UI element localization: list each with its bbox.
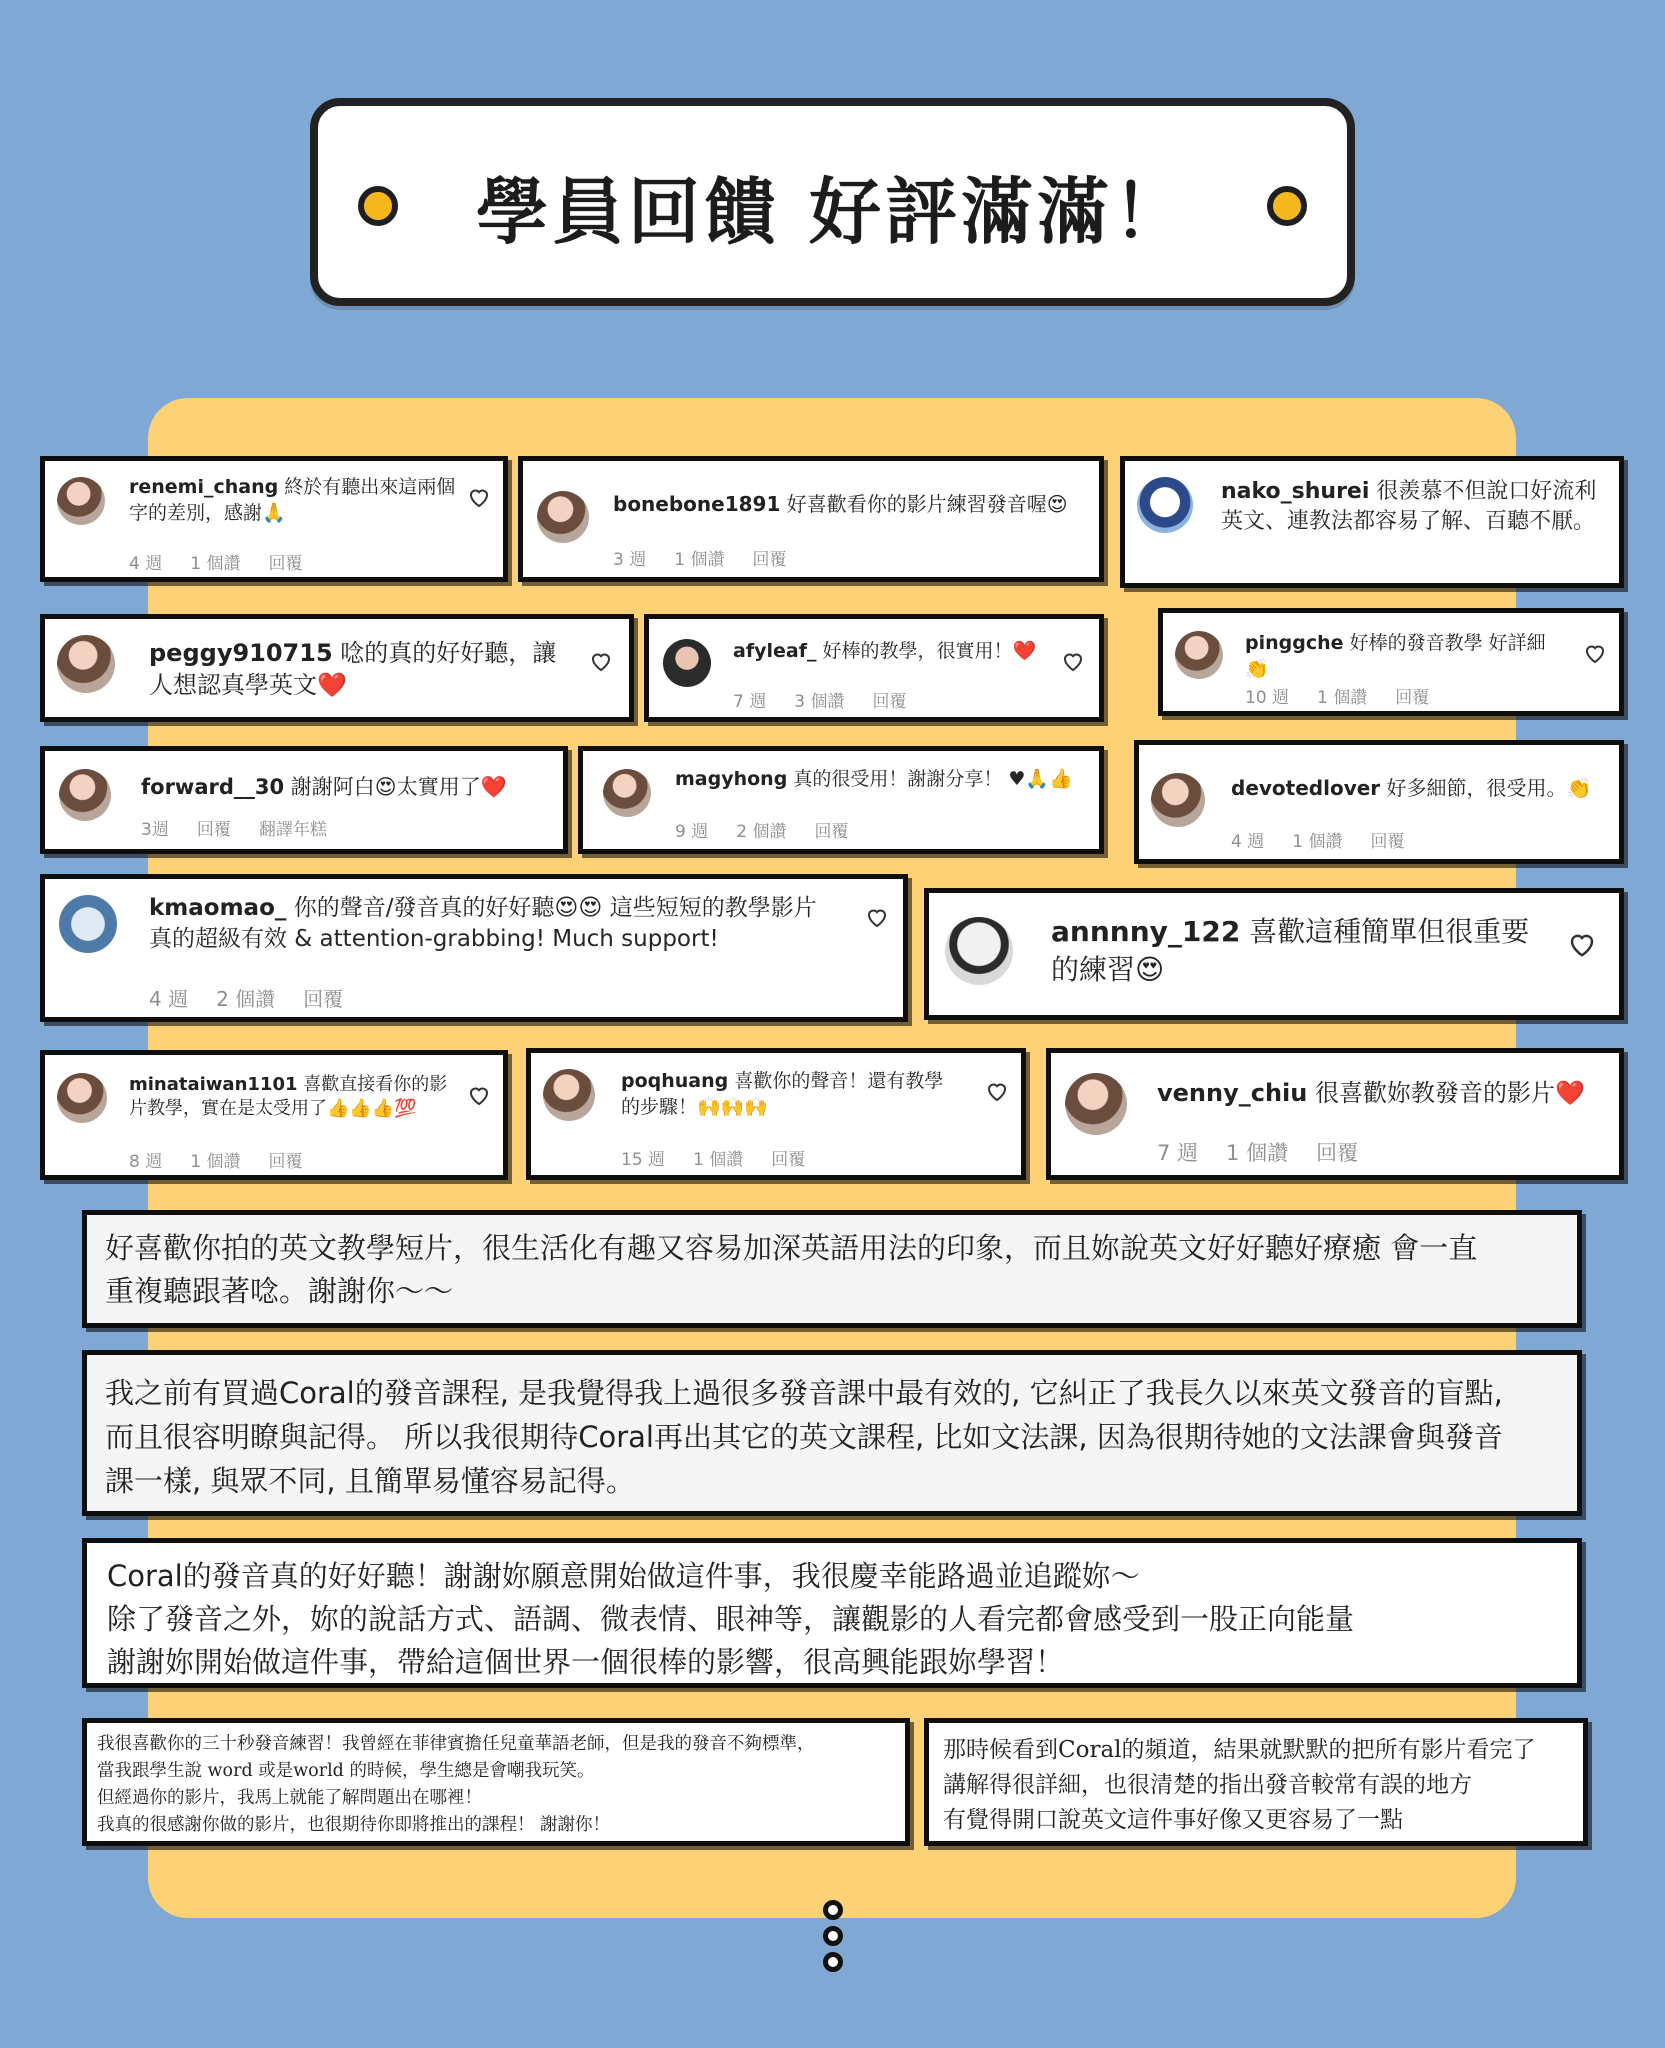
more-dots-icon[interactable] [818, 1900, 848, 1972]
comment-likes[interactable]: 1 個讚 [1292, 832, 1343, 852]
heart-icon[interactable] [865, 905, 889, 929]
reply-button[interactable]: 回覆 [196, 820, 231, 840]
feedback-card [82, 1210, 1582, 1328]
heart-icon[interactable] [1567, 929, 1597, 959]
feedback-line: 重複聽跟著唸。謝謝你～～ [105, 1274, 454, 1308]
heart-icon[interactable] [467, 1083, 491, 1107]
comment-username[interactable]: nako_shurei [1221, 479, 1370, 504]
feedback-line: 課一樣, 與眾不同, 且簡單易懂容易記得。 [105, 1464, 635, 1498]
comment-time: 4 週 [129, 554, 163, 574]
comment-card [1046, 1048, 1624, 1180]
comment-card [40, 456, 508, 582]
feedback-line: 我真的很感謝你做的影片，也很期待你即將推出的課程！ 謝謝你！ [97, 1815, 611, 1835]
comment-card [578, 746, 1104, 854]
reply-button[interactable]: 回覆 [1395, 688, 1430, 708]
comment-card [518, 456, 1104, 582]
page-title: 學員回饋 好評滿滿！ [475, 170, 1190, 254]
avatar [59, 895, 117, 953]
comment-likes[interactable]: 3 個讚 [794, 692, 845, 712]
heart-icon[interactable] [467, 485, 491, 509]
comment-card [40, 614, 634, 722]
comment-likes[interactable]: 1 個讚 [190, 554, 241, 574]
comment-time: 3 週 [613, 550, 647, 570]
comment-time: 7 週 [733, 692, 767, 712]
feedback-line: 除了發音之外，妳的說話方式、語調、微表情、眼神等，讓觀影的人看完都會感受到一股正向能量 [107, 1602, 1355, 1636]
comment-text: 很羨慕不但說口好流利英文、連教法都容易了解、百聽不厭。 [1221, 479, 1597, 534]
comment-text: 喜歡這種簡單但很重要的練習😍 [1051, 915, 1530, 986]
feedback-line: 我之前有買過Coral的發音課程, 是我覺得我上過很多發音課中最有效的, 它糾正了我長久以來英文發音的盲點, [105, 1376, 1503, 1410]
avatar [57, 1073, 107, 1123]
comment-username[interactable]: annnny_122 [1051, 915, 1241, 948]
heart-icon[interactable] [1061, 649, 1085, 673]
reply-button[interactable]: 回覆 [268, 554, 303, 574]
comment-likes[interactable]: 1 個讚 [693, 1150, 744, 1170]
feedback-card [82, 1538, 1582, 1688]
feedback-line: 當我跟學生說 word 或是world 的時候，學生總是會嘲我玩笑。 [97, 1761, 595, 1781]
reply-button[interactable]: 回覆 [814, 822, 849, 842]
feedback-line: 但經過你的影片，我馬上就能了解問題出在哪裡！ [97, 1788, 482, 1808]
avatar [543, 1069, 595, 1121]
comment-time: 3週 [141, 820, 169, 840]
feedback-line: 好喜歡你拍的英文教學短片，很生活化有趣又容易加深英語用法的印象，而且妳說英文好好聽好療癒 會一直 [105, 1231, 1478, 1265]
comment-text: 好多細節，很受用。👏 [1386, 776, 1592, 800]
avatar [57, 635, 115, 693]
avatar [603, 769, 651, 817]
comment-time: 8 週 [129, 1152, 163, 1172]
feedback-line: 有覺得開口說英文這件事好像又更容易了一點 [943, 1807, 1403, 1833]
reply-button[interactable]: 回覆 [303, 987, 344, 1011]
comment-username[interactable]: pinggche [1245, 632, 1344, 654]
comment-time: 15 週 [621, 1150, 666, 1170]
reply-button[interactable]: 回覆 [771, 1150, 806, 1170]
comment-text: 唸的真的好好聽，讓人想認真學英文❤️ [149, 639, 557, 700]
reply-button[interactable]: 回覆 [268, 1152, 303, 1172]
heart-icon[interactable] [589, 649, 613, 673]
feedback-line: 講解得很詳細，也很清楚的指出發音較常有誤的地方 [943, 1772, 1472, 1798]
comment-username[interactable]: minataiwan1101 [129, 1074, 298, 1095]
comment-time: 10 週 [1245, 688, 1290, 708]
feedback-line: 而且很容明瞭與記得。 所以我很期待Coral再出其它的英文課程, 比如文法課, 因為很期待她的文法課會與發音 [105, 1420, 1503, 1454]
comment-username[interactable]: forward__30 [141, 775, 285, 799]
comment-username[interactable]: poqhuang [621, 1070, 729, 1092]
comment-likes[interactable]: 1 個讚 [1317, 688, 1368, 708]
comment-likes[interactable]: 2 個讚 [216, 987, 276, 1011]
reply-button[interactable]: 回覆 [872, 692, 907, 712]
comment-text: 好棒的教學，很實用！❤️ [822, 640, 1037, 662]
feedback-card [82, 1718, 910, 1846]
comment-time: 9 週 [675, 822, 709, 842]
comment-card [1158, 608, 1624, 716]
comment-card [40, 1050, 508, 1180]
comment-text: 真的很受用！謝謝分享！ ♥🙏👍 [793, 768, 1073, 790]
comment-text: 你的聲音/發音真的好好聽😍😍 這些短短的教學影片真的超級有效 & attention-grabbing! Much support! [149, 895, 817, 953]
comment-card [1134, 740, 1624, 864]
comment-username[interactable]: magyhong [675, 768, 788, 790]
comment-username[interactable]: afyleaf_ [733, 640, 817, 662]
comment-text: 喜歡你的聲音！還有教學的步驟！🙌🙌🙌 [621, 1070, 944, 1118]
comment-username[interactable]: renemi_chang [129, 476, 279, 498]
avatar [1065, 1073, 1127, 1135]
comment-text: 很喜歡妳教發音的影片❤️ [1315, 1079, 1585, 1107]
avatar [1175, 631, 1223, 679]
reply-button[interactable]: 回覆 [1370, 832, 1405, 852]
avatar [537, 491, 589, 543]
comment-username[interactable]: venny_chiu [1157, 1079, 1308, 1107]
feedback-line: Coral的發音真的好好聽！謝謝妳願意開始做這件事，我很慶幸能路過並追蹤妳～ [107, 1559, 1140, 1593]
feedback-line: 那時候看到Coral的頻道，結果就默默的把所有影片看完了 [943, 1737, 1536, 1763]
feedback-card [924, 1718, 1588, 1846]
comment-text: 終於有聽出來這兩個字的差別，感謝🙏 [129, 476, 456, 524]
comment-text: 喜歡直接看你的影片教學，實在是太受用了👍👍👍💯 [129, 1074, 448, 1120]
comment-text: 好喜歡看你的影片練習發音喔😍 [786, 492, 1068, 516]
translate-button[interactable]: 翻譯年糕 [258, 820, 327, 840]
comment-card [644, 614, 1104, 722]
comment-card [924, 888, 1624, 1020]
reply-button[interactable]: 回覆 [1316, 1141, 1359, 1165]
comment-card [40, 746, 568, 854]
comment-username[interactable]: kmaomao_ [149, 895, 287, 921]
avatar [1151, 773, 1205, 827]
comment-likes[interactable]: 1 個讚 [674, 550, 725, 570]
comment-text: 好棒的發音教學 好詳細👏 [1245, 632, 1546, 680]
comment-username[interactable]: devotedlover [1231, 776, 1381, 800]
avatar [663, 639, 711, 687]
comment-time: 7 週 [1157, 1141, 1199, 1165]
feedback-line: 謝謝妳開始做這件事，帶給這個世界一個很棒的影響，很高興能跟妳學習！ [107, 1645, 1065, 1679]
comment-likes[interactable]: 1 個讚 [1226, 1141, 1289, 1165]
comment-time: 4 週 [149, 987, 189, 1011]
avatar [59, 769, 111, 821]
comment-time: 4 週 [1231, 832, 1265, 852]
comment-text: 謝謝阿白😍太實用了❤️ [290, 775, 507, 799]
reply-button[interactable]: 回覆 [752, 550, 787, 570]
comment-card [526, 1048, 1026, 1180]
avatar [1137, 477, 1193, 533]
comment-username[interactable]: peggy910715 [149, 639, 333, 667]
comment-likes[interactable]: 1 個讚 [190, 1152, 241, 1172]
heart-icon[interactable] [985, 1079, 1009, 1103]
comment-likes[interactable]: 2 個讚 [736, 822, 787, 842]
feedback-card [82, 1350, 1582, 1516]
avatar [945, 917, 1013, 985]
title-right-dot-icon [1267, 186, 1307, 226]
comment-card [40, 874, 908, 1022]
comment-card [1120, 456, 1624, 588]
comment-username[interactable]: bonebone1891 [613, 492, 781, 516]
feedback-line: 我很喜歡你的三十秒發音練習！我曾經在菲律賓擔任兒童華語老師，但是我的發音不夠標準， [97, 1734, 815, 1754]
title-card [310, 98, 1355, 306]
avatar [57, 477, 105, 525]
heart-icon[interactable] [1583, 641, 1607, 665]
